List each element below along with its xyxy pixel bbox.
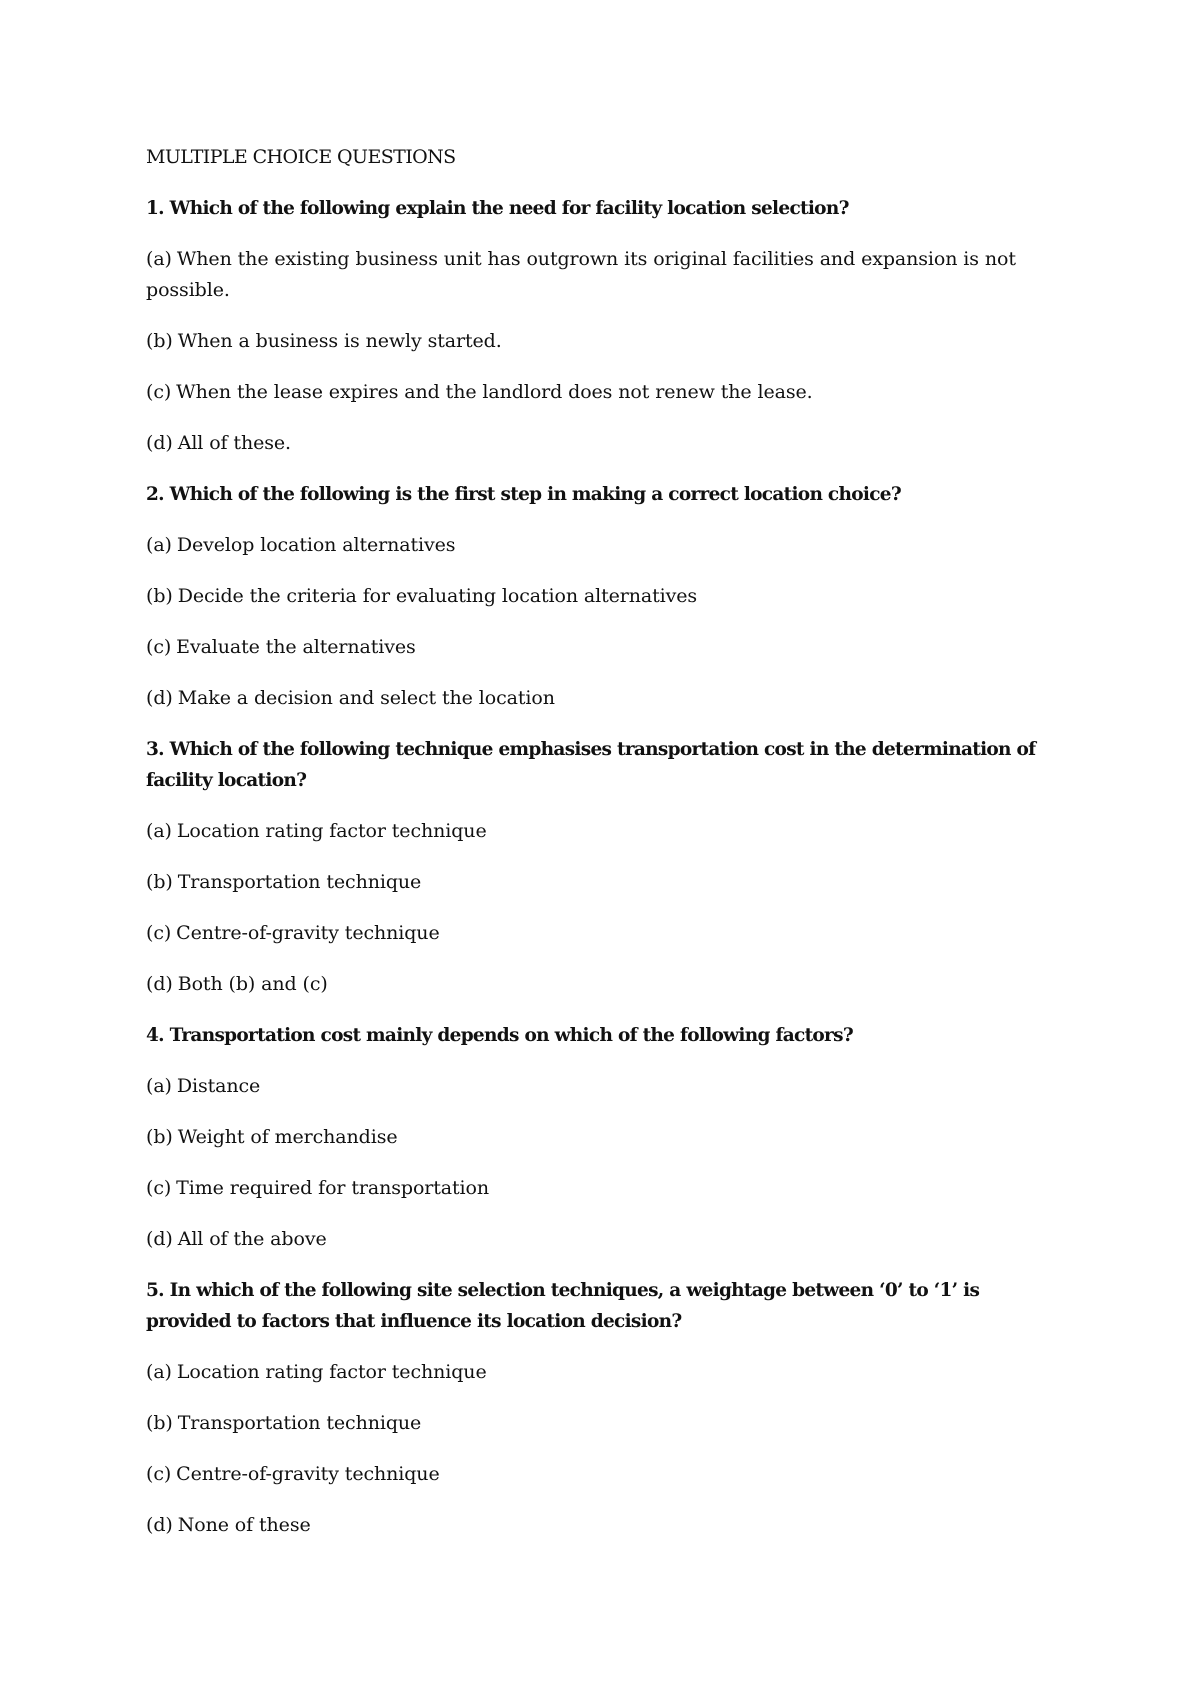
option-d [146, 428, 1066, 459]
option-label: (b) [146, 585, 173, 607]
option-text: Evaluate the alternatives [176, 636, 416, 658]
question-2 [146, 479, 1066, 714]
question-3 [146, 734, 1066, 1000]
option-label: (d) [146, 1514, 173, 1536]
option-a [146, 244, 1066, 306]
option-d [146, 683, 1066, 714]
question-1 [146, 193, 1066, 459]
option-text: Make a decision and select the location [177, 687, 555, 709]
option-text: Develop location alternatives [176, 534, 456, 556]
question-text: 4. Transportation cost mainly depends on which of the following factors? [146, 1025, 853, 1046]
option-text: When a business is newly started. [177, 330, 502, 352]
option-text: Transportation technique [177, 1412, 422, 1434]
option-label: (c) [146, 381, 172, 403]
option-text: Location rating factor technique [176, 1361, 487, 1383]
option-label: (c) [146, 636, 172, 658]
option-b [146, 867, 1066, 898]
question-5 [146, 1275, 1066, 1541]
option-a [146, 816, 1066, 847]
option-text: Both (b) and (c) [177, 973, 328, 995]
option-label: (b) [146, 871, 173, 893]
option-text: Centre-of-gravity technique [176, 1463, 440, 1485]
option-a [146, 1071, 1066, 1102]
option-b [146, 1122, 1066, 1153]
option-label: (c) [146, 1463, 172, 1485]
option-text: Distance [176, 1075, 261, 1097]
option-text: Transportation technique [177, 871, 422, 893]
page-title: MULTIPLE CHOICE QUESTIONS [146, 146, 456, 168]
option-label: (b) [146, 1126, 173, 1148]
option-label: (d) [146, 432, 173, 454]
option-label: (c) [146, 1177, 172, 1199]
option-text: When the existing business unit has outgrown its original facilities and expansion is not possible. [146, 248, 1016, 301]
option-label: (d) [146, 687, 173, 709]
option-c [146, 918, 1066, 949]
option-d [146, 1510, 1066, 1541]
option-label: (a) [146, 820, 172, 842]
option-c [146, 1459, 1066, 1490]
question-text: 2. Which of the following is the first step in making a correct location choice? [146, 484, 901, 505]
option-d [146, 969, 1066, 1000]
option-text: All of the above [177, 1228, 327, 1250]
question-text: 5. In which of the following site selection techniques, a weightage between ‘0’ to ‘1’ is provided to factors that influence its location decision? [146, 1280, 980, 1332]
option-b [146, 581, 1066, 612]
option-text: All of these. [177, 432, 291, 454]
option-c [146, 377, 1066, 408]
option-label: (a) [146, 534, 172, 556]
option-a [146, 1357, 1066, 1388]
option-label: (a) [146, 248, 172, 270]
option-text: Centre-of-gravity technique [176, 922, 440, 944]
question-text: 3. Which of the following technique emphasises transportation cost in the determination of facility location? [146, 739, 1036, 791]
option-text: Time required for transportation [176, 1177, 490, 1199]
option-label: (b) [146, 1412, 173, 1434]
option-label: (d) [146, 1228, 173, 1250]
option-b [146, 326, 1066, 357]
option-text: Location rating factor technique [176, 820, 487, 842]
question-4 [146, 1020, 1066, 1255]
option-label: (a) [146, 1075, 172, 1097]
option-text: Weight of merchandise [177, 1126, 398, 1148]
option-label: (c) [146, 922, 172, 944]
option-c [146, 1173, 1066, 1204]
option-c [146, 632, 1066, 663]
question-text: 1. Which of the following explain the need for facility location selection? [146, 198, 849, 219]
option-label: (d) [146, 973, 173, 995]
option-text: When the lease expires and the landlord does not renew the lease. [176, 381, 813, 403]
option-a [146, 530, 1066, 561]
option-text: None of these [177, 1514, 311, 1536]
option-label: (a) [146, 1361, 172, 1383]
document-page [146, 142, 1066, 1561]
option-b [146, 1408, 1066, 1439]
option-label: (b) [146, 330, 173, 352]
option-text: Decide the criteria for evaluating location alternatives [177, 585, 698, 607]
option-d [146, 1224, 1066, 1255]
